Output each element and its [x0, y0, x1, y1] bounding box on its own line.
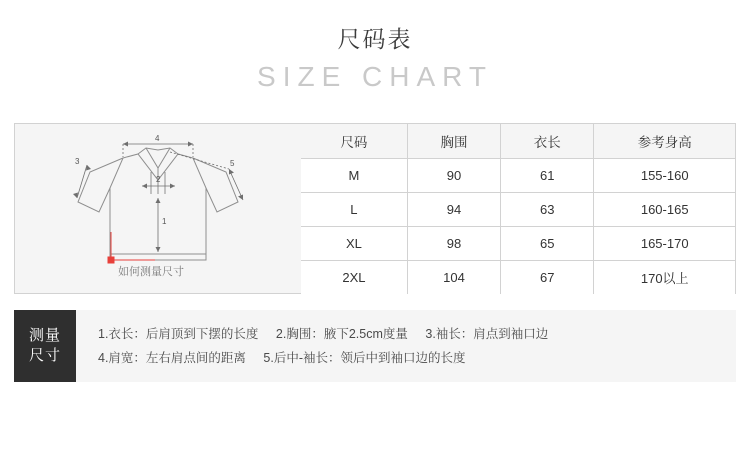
table-header-row — [301, 124, 735, 158]
cell-height: 160-165 — [594, 192, 735, 226]
page-header — [0, 0, 750, 96]
cell-bust: 98 — [407, 226, 500, 260]
page-title-en: SIZE CHART — [257, 61, 493, 92]
marker-1: 1 — [162, 217, 167, 226]
cell-bust: 104 — [407, 260, 500, 294]
note-item-3: 3.袖长：肩点到袖口边 — [425, 327, 549, 341]
col-header-length: 衣长 — [501, 124, 594, 158]
cell-height: 155-160 — [594, 158, 735, 192]
table-row — [301, 226, 735, 260]
cell-bust: 94 — [407, 192, 500, 226]
cell-bust: 90 — [407, 158, 500, 192]
col-header-height: 参考身高 — [594, 124, 735, 158]
size-table — [301, 124, 735, 294]
note-item-4: 4.肩宽：左右肩点间的距离 — [98, 351, 246, 365]
cell-size: L — [301, 192, 407, 226]
page-title-cn: 尺码表 — [337, 26, 413, 52]
table-row — [301, 158, 735, 192]
notes-line-2 — [98, 346, 736, 370]
size-table-wrapper — [301, 124, 735, 293]
notes-line-1 — [98, 322, 736, 346]
cell-length: 61 — [501, 158, 594, 192]
table-row — [301, 260, 735, 294]
note-item-5: 5.后中-袖长：领后中到袖口边的长度 — [263, 351, 466, 365]
note-item-2: 2.胸围：腋下2.5cm度量 — [275, 327, 408, 341]
notes-label-line2: 尺寸 — [28, 347, 61, 364]
size-chart-main — [14, 123, 736, 294]
marker-3: 3 — [75, 157, 80, 166]
table-row — [301, 192, 735, 226]
col-header-bust: 胸围 — [407, 124, 500, 158]
notes-label-line1: 测量 — [28, 327, 61, 344]
marker-2: 2 — [156, 175, 161, 184]
notes-body — [76, 310, 736, 382]
cell-size: M — [301, 158, 407, 192]
marker-4: 4 — [155, 134, 160, 143]
cell-size: XL — [301, 226, 407, 260]
col-header-size: 尺码 — [301, 124, 407, 158]
garment-illustration-panel — [15, 124, 301, 293]
note-item-1: 1.衣长：后肩顶到下摆的长度 — [98, 327, 259, 341]
cell-size: 2XL — [301, 260, 407, 294]
marker-5: 5 — [230, 159, 235, 168]
illustration-caption: 如何测量尺寸 — [118, 266, 184, 278]
cell-length: 67 — [501, 260, 594, 294]
cell-height: 170以上 — [594, 260, 735, 294]
cell-length: 65 — [501, 226, 594, 260]
cell-length: 63 — [501, 192, 594, 226]
cell-height: 165-170 — [594, 226, 735, 260]
measurement-notes — [14, 310, 736, 382]
notes-label-block — [14, 310, 76, 382]
